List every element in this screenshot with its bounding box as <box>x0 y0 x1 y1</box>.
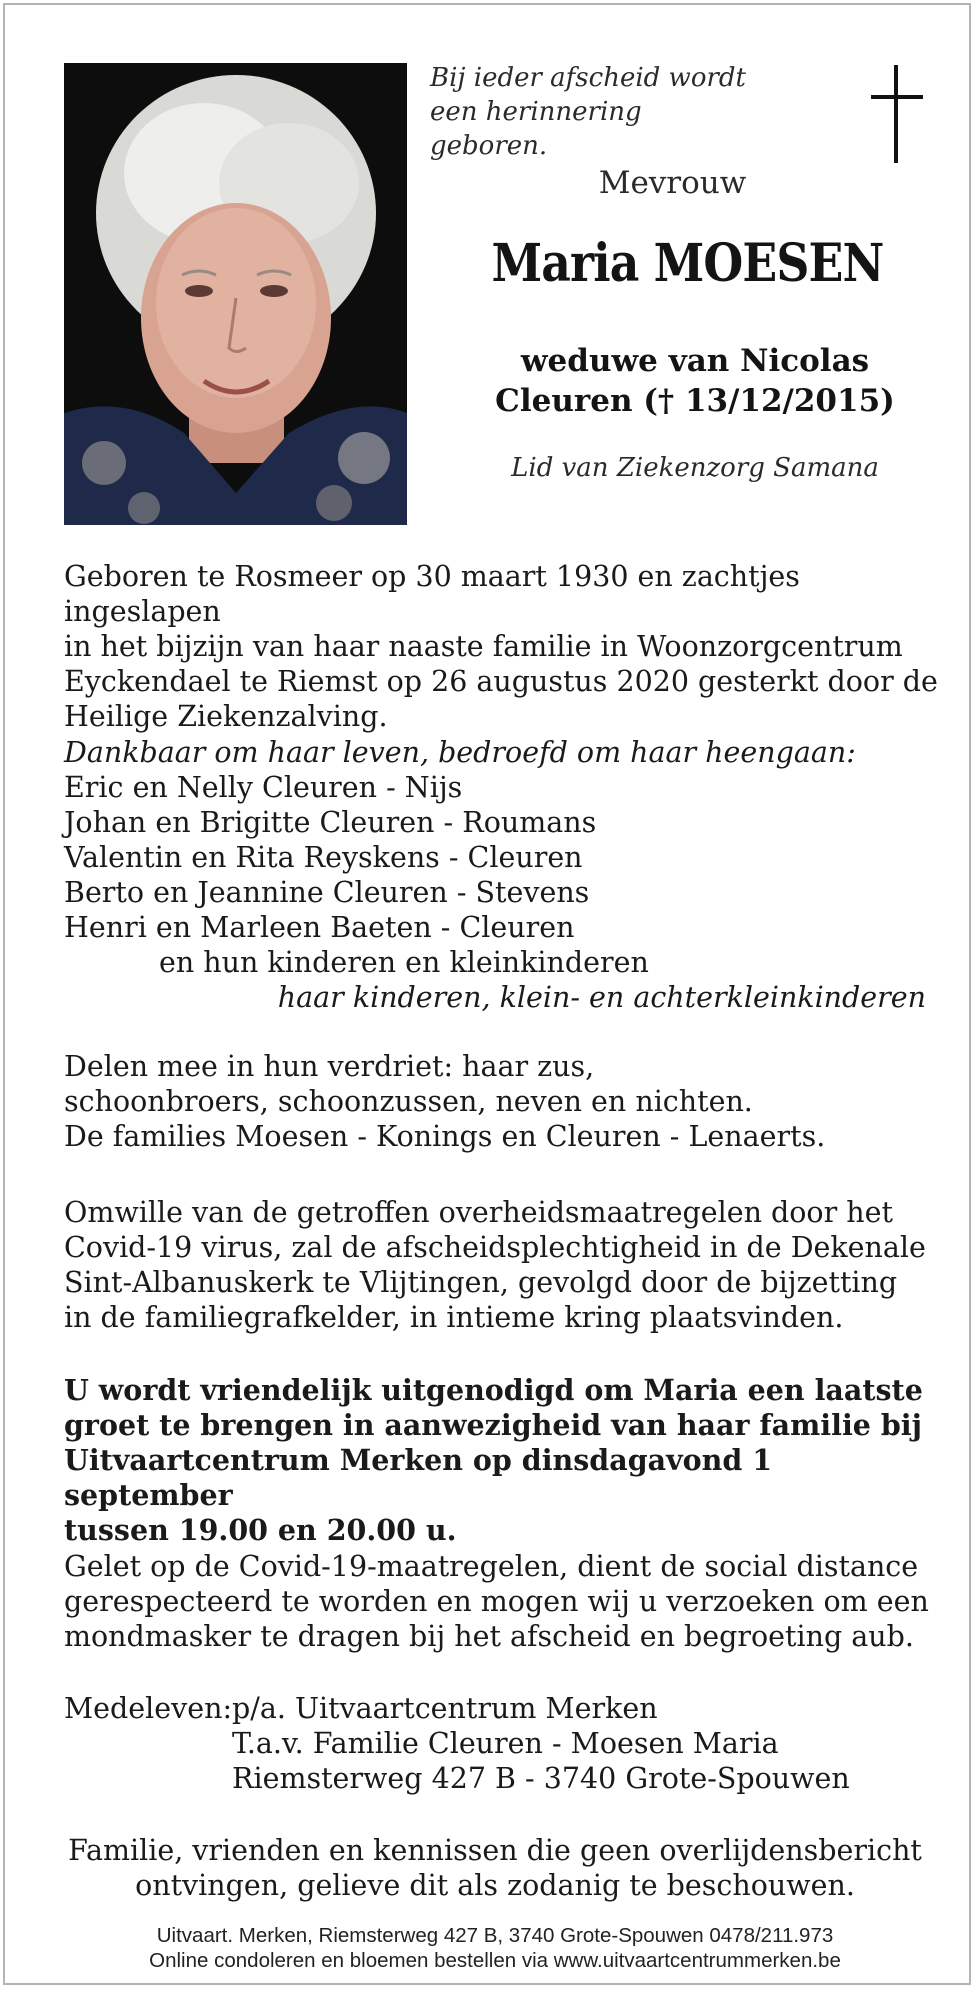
address-line: Riemsterweg 427 B - 3740 Grote-Spouwen <box>232 1762 850 1795</box>
text-line: Omwille van de getroffen overheidsmaatregelen door het <box>64 1196 893 1229</box>
notice-paragraph <box>45 1833 945 1903</box>
membership: Lid van Ziekenzorg Samana <box>511 453 879 483</box>
honorific: Mevrouw <box>598 165 747 201</box>
ceremony-paragraph <box>64 1195 944 1335</box>
text-line: ontvingen, gelieve dit als zodanig te beschouwen. <box>135 1869 855 1902</box>
mourners-signature: haar kinderen, klein- en achterkleinkinderen <box>277 981 926 1014</box>
text-line: Delen mee in hun verdriet: haar zus, <box>64 1050 595 1083</box>
mourner-line: Berto en Jeannine Cleuren - Stevens <box>64 876 590 909</box>
address-line: T.a.v. Familie Cleuren - Moesen Maria <box>232 1727 779 1760</box>
grandchildren-line: en hun kinderen en kleinkinderen <box>159 946 649 979</box>
text-line: Covid-19 virus, zal de afscheidsplechtigheid in de Dekenale <box>64 1231 926 1264</box>
widow-of <box>425 341 965 421</box>
obituary-card <box>3 3 971 1985</box>
text-line: in de familiegrafkelder, in intieme kring plaatsvinden. <box>64 1301 844 1334</box>
invitation-paragraph <box>64 1373 944 1548</box>
latin-cross-icon <box>867 65 927 165</box>
text-line: Gelet op de Covid-19-maatregelen, dient de social distance <box>64 1550 919 1583</box>
widow-line: weduwe van Nicolas <box>520 343 870 379</box>
text-line: Uitvaartcentrum Merken op dinsdagavond 1 september <box>64 1443 773 1512</box>
quote-line: een herinnering geboren. <box>430 97 642 161</box>
mourner-line: Valentin en Rita Reyskens - Cleuren <box>64 841 583 874</box>
mourners-intro: Dankbaar om haar leven, bedroefd om haar heengaan: <box>64 736 856 769</box>
text-line: Heilige Ziekenzalving. <box>64 700 388 733</box>
widow-line: Cleuren († 13/12/2015) <box>495 383 895 419</box>
mourners-section <box>64 735 944 1015</box>
text-line: in het bijzijn van haar naaste familie in Woonzorgcentrum <box>64 630 903 663</box>
address-label: Medeleven: <box>64 1692 233 1725</box>
text-line: De families Moesen - Konings en Cleuren - Lenaerts. <box>64 1120 826 1153</box>
birth-paragraph <box>64 559 944 734</box>
quote <box>430 61 760 163</box>
text-line: gerespecteerd te worden en mogen wij u verzoeken om een <box>64 1585 929 1618</box>
text-line: Familie, vrienden en kennissen die geen overlijdensbericht <box>68 1834 922 1867</box>
distance-paragraph <box>64 1549 944 1654</box>
deceased-name: Maria MOESEN <box>491 233 884 294</box>
text-line: Eyckendael te Riemst op 26 augustus 2020 gesterkt door de <box>64 665 938 698</box>
address-line: p/a. Uitvaartcentrum Merken <box>232 1692 658 1725</box>
text-line: groet te brengen in aanwezigheid van haar familie bij <box>64 1408 922 1442</box>
text-line: Geboren te Rosmeer op 30 maart 1930 en zachtjes ingeslapen <box>64 560 800 628</box>
mourner-line: Johan en Brigitte Cleuren - Roumans <box>64 806 597 839</box>
text-line: mondmasker te dragen bij het afscheid en begroeting aub. <box>64 1620 914 1653</box>
text-line: tussen 19.00 en 20.00 u. <box>64 1513 457 1547</box>
funeral-home-footer <box>45 1923 945 1973</box>
text-line: U wordt vriendelijk uitgenodigd om Maria een laatste <box>64 1373 923 1407</box>
footer-line: Online condoleren en bloemen bestellen via www.uitvaartcentrummerken.be <box>149 1949 841 1972</box>
quote-line: Bij ieder afscheid wordt <box>430 63 746 93</box>
share-paragraph <box>64 1049 944 1154</box>
footer-line: Uitvaart. Merken, Riemsterweg 427 B, 3740 Grote-Spouwen 0478/211.973 <box>156 1924 834 1947</box>
condolence-address <box>64 1691 944 1796</box>
portrait-photo <box>64 63 407 525</box>
mourner-line: Henri en Marleen Baeten - Cleuren <box>64 911 575 944</box>
text-line: Sint-Albanuskerk te Vlijtingen, gevolgd door de bijzetting <box>64 1266 898 1299</box>
mourner-line: Eric en Nelly Cleuren - Nijs <box>64 771 463 804</box>
text-line: schoonbroers, schoonzussen, neven en nichten. <box>64 1085 753 1118</box>
